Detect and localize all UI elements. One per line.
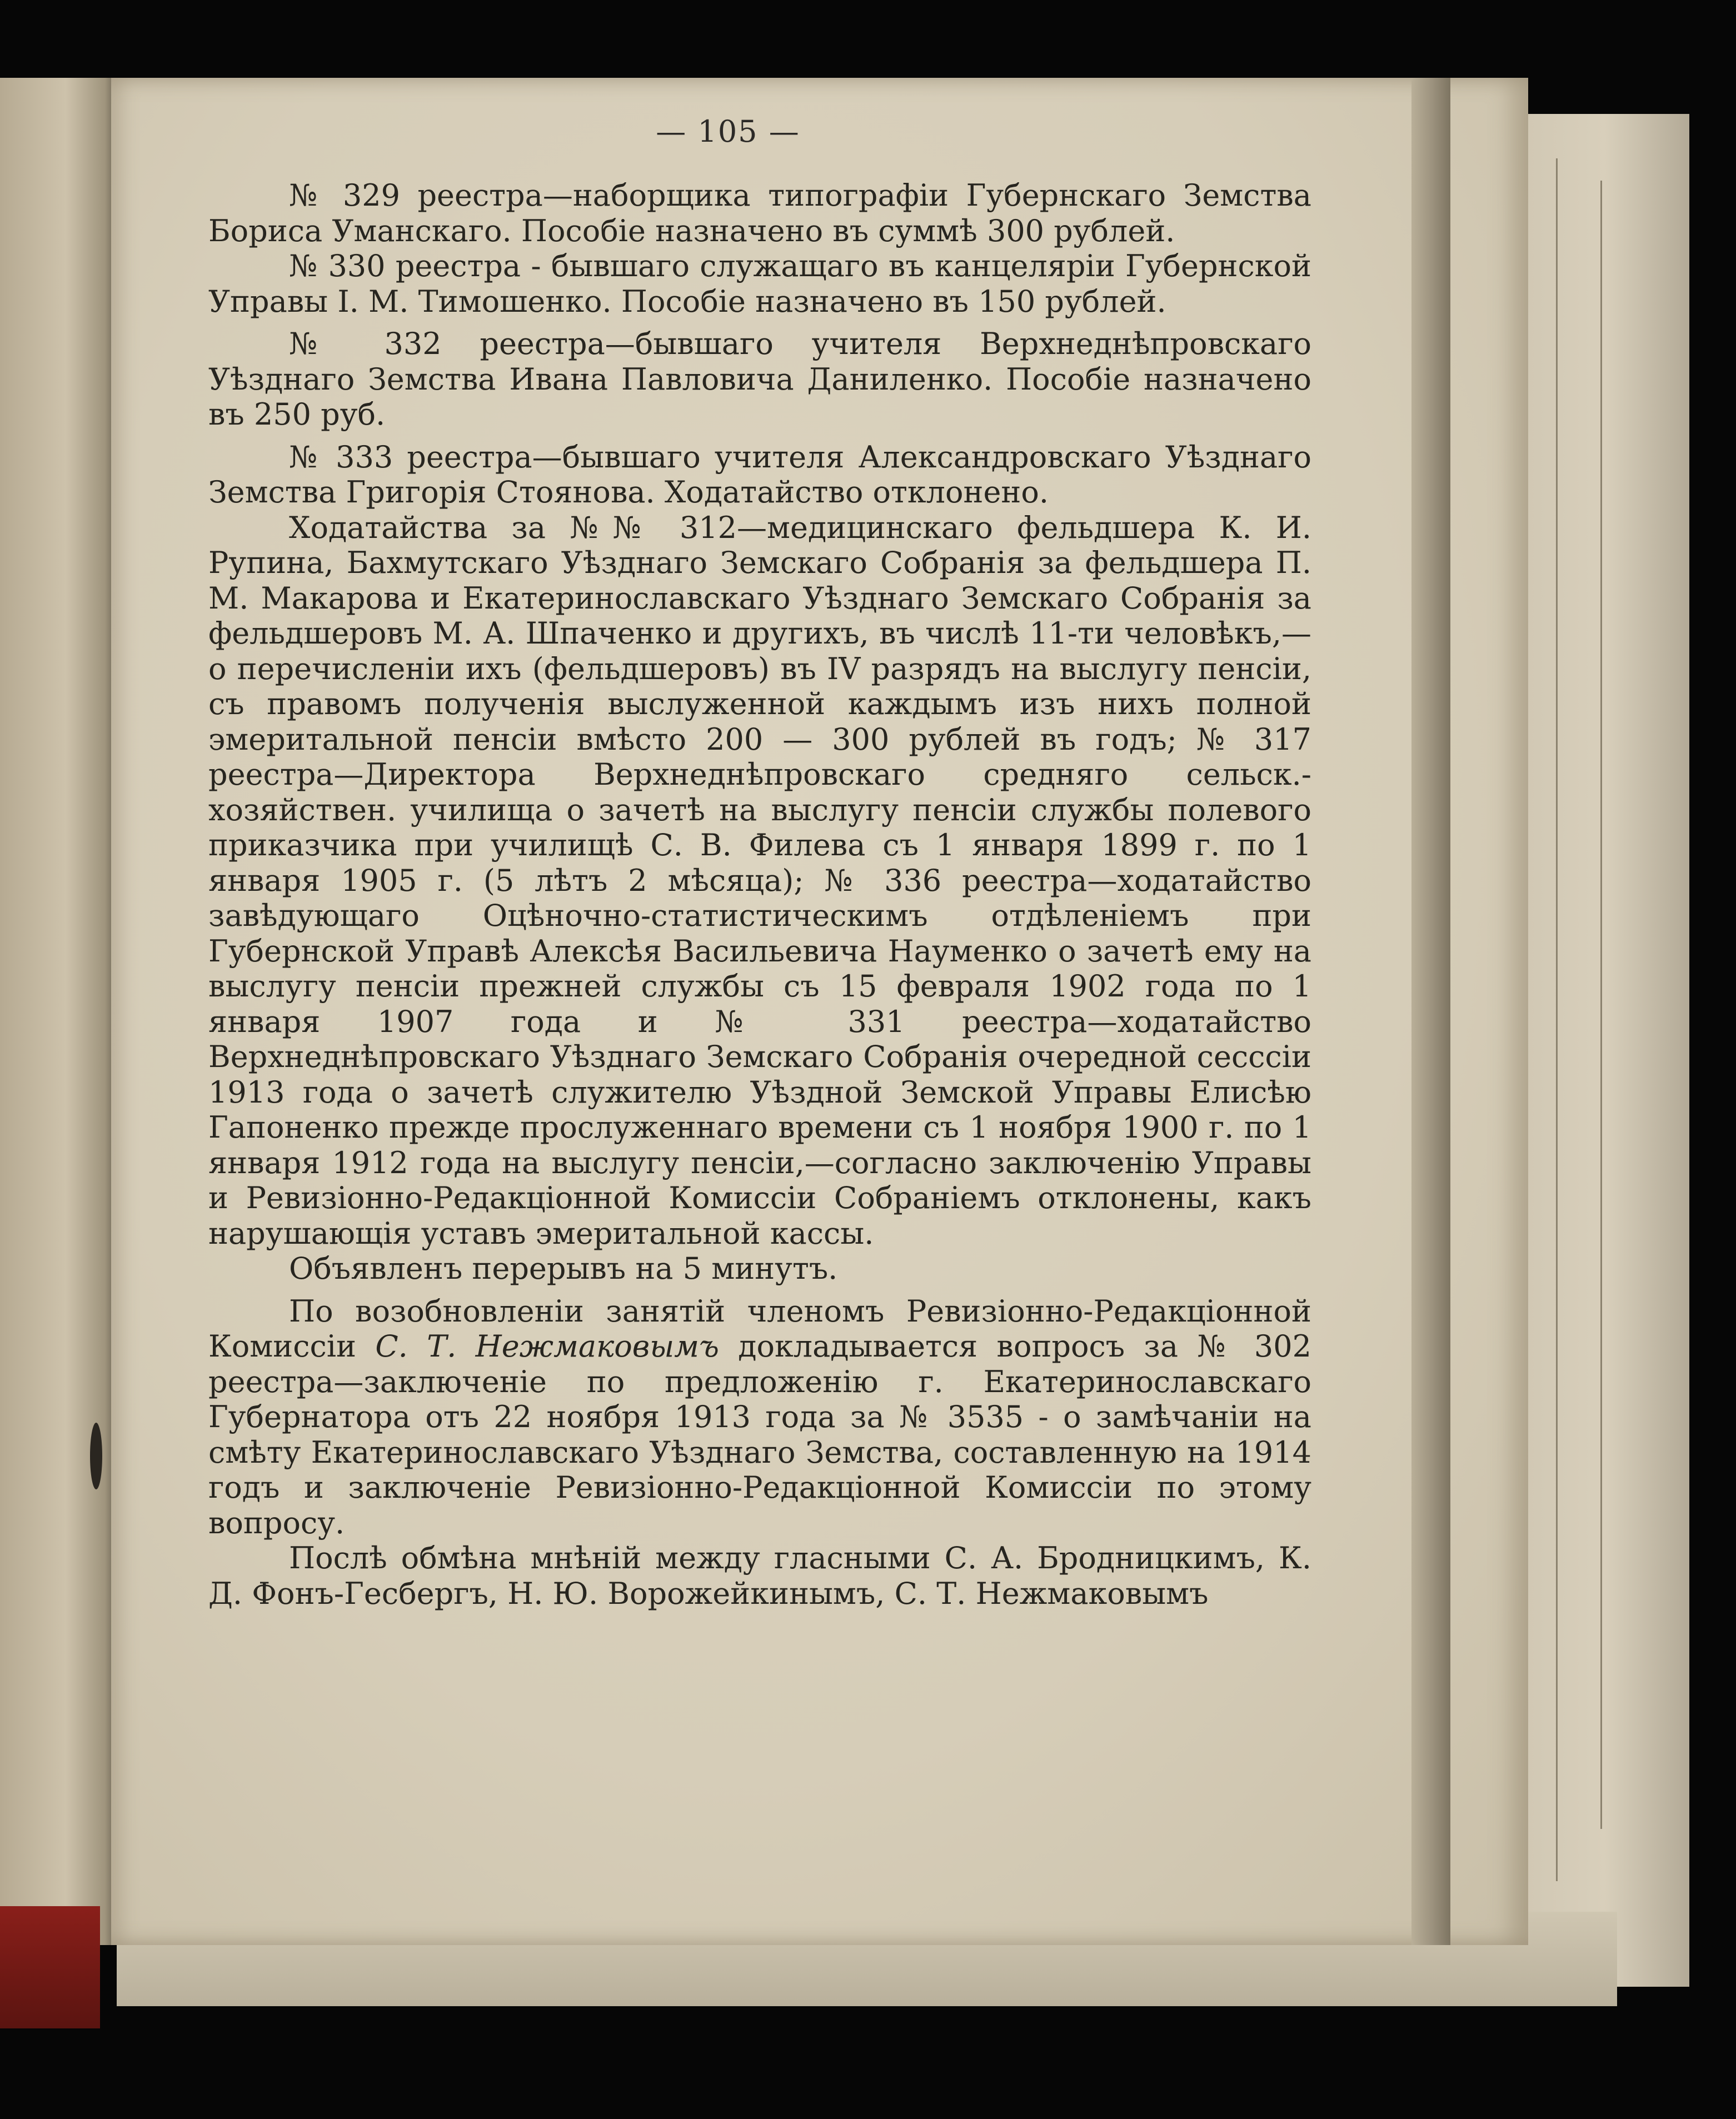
paragraph: № 333 реестра—бывшаго учителя Александровскаго Уѣзднаго Земства Григорія Стоянова. Ходатайство отклонено. bbox=[208, 439, 1311, 510]
paragraph: Ходатайства за №№ 312—медицинскаго фельдшера К. И. Рупина, Бахмутскаго Уѣзднаго Земскаго Собранія за фельдшера П. М. Макарова и Екатеринославскаго Уѣзднаго Земскаго Собранія за фельдшеровъ М. А. Шпаченко и другихъ, въ числѣ 11-ти человѣкъ,—о перечисленіи ихъ (фельдшеровъ) въ IV разрядъ на выслугу пенсіи, съ правомъ полученія выслуженной каждымъ изъ нихъ полной эмеритальной пенсіи вмѣсто 200 — 300 рублей въ годъ; № 317 реестра—Директора Верхнеднѣпровскаго средняго сельск.-хозяйствен. училища о зачетѣ на выслугу пенсіи службы полевого приказчика при училищѣ С. В. Филева съ 1 января 1899 г. по 1 января 1905 г. (5 лѣтъ 2 мѣсяца); № 336 реестра—ходатайство завѣдующаго Оцѣночно-статистическимъ отдѣленіемъ при Губернской Управѣ Алексѣя Васильевича Науменко о зачетѣ ему на выслугу пенсіи прежней службы съ 15 февраля 1902 года по 1 января 1907 года и № 331 реестра—ходатайство Верхнеднѣпровскаго Уѣзднаго Земскаго Собранія очередной сесссіи 1913 года о зачетѣ служителю Уѣздной Земской Управы Елисѣю Гапоненко прежде прослуженнаго времени съ 1 ноября 1900 г. по 1 января 1912 года на выслугу пенсіи,—согласно заключенію Управы и Ревизіонно-Редакціонной Комиссіи Собраніемъ отклонены, какъ нарушающія уставъ эмеритальной кассы. bbox=[208, 510, 1311, 1251]
paragraph-text: По возобновленіи занятій членомъ Ревизіонно-Редакціонной Комиссіи bbox=[208, 1293, 1311, 1364]
red-page-edge bbox=[0, 1906, 100, 2028]
page-number: — 105 — bbox=[656, 114, 800, 149]
paragraph: № 332 реестра—бывшаго учителя Верхнеднѣпровскаго Уѣзднаго Земства Ивана Павловича Даниленко. Пособіе назначено въ 250 руб. bbox=[208, 326, 1311, 432]
paragraph: Послѣ обмѣна мнѣній между гласными С. А. Бродницкимъ, К. Д. Фонъ-Гесбергъ, Н. Ю. Ворожейкинымъ, С. Т. Нежмаковымъ bbox=[208, 1540, 1311, 1611]
page-fold-shadow bbox=[1411, 78, 1450, 1945]
paragraph: Объявленъ перерывъ на 5 минутъ. bbox=[289, 1251, 838, 1286]
facing-page-left bbox=[0, 78, 119, 1945]
italic-name: С. Т. Нежмаковымъ bbox=[375, 1329, 719, 1364]
page-edge-line bbox=[1600, 181, 1602, 1829]
page-edge-line bbox=[1556, 158, 1558, 1881]
page-text bbox=[208, 178, 1311, 1611]
paragraph-text: докладывается вопросъ за № 302 реестра—заключеніе по предложенію г. Екатеринославскаго Губернатора отъ 22 ноября 1913 года за № 3535 - о замѣчаніи на смѣту Екатеринославскаго Уѣзднаго Земства, составленную на 1914 годъ и заключеніе Ревизіонно-Редакціонной Комиссіи по этому вопросу. bbox=[208, 1329, 1311, 1540]
paragraph: № 330 реестра - бывшаго служащаго въ канцеляріи Губернской Управы І. М. Тимошенко. Пособіе назначено въ 150 рублей. bbox=[208, 248, 1311, 319]
paragraph bbox=[208, 1294, 1311, 1541]
ink-blot bbox=[90, 1423, 102, 1489]
paragraph: № 329 реестра—наборщика типографіи Губернскаго Земства Бориса Уманскаго. Пособіе назначено въ суммѣ 300 рублей. bbox=[208, 178, 1311, 248]
